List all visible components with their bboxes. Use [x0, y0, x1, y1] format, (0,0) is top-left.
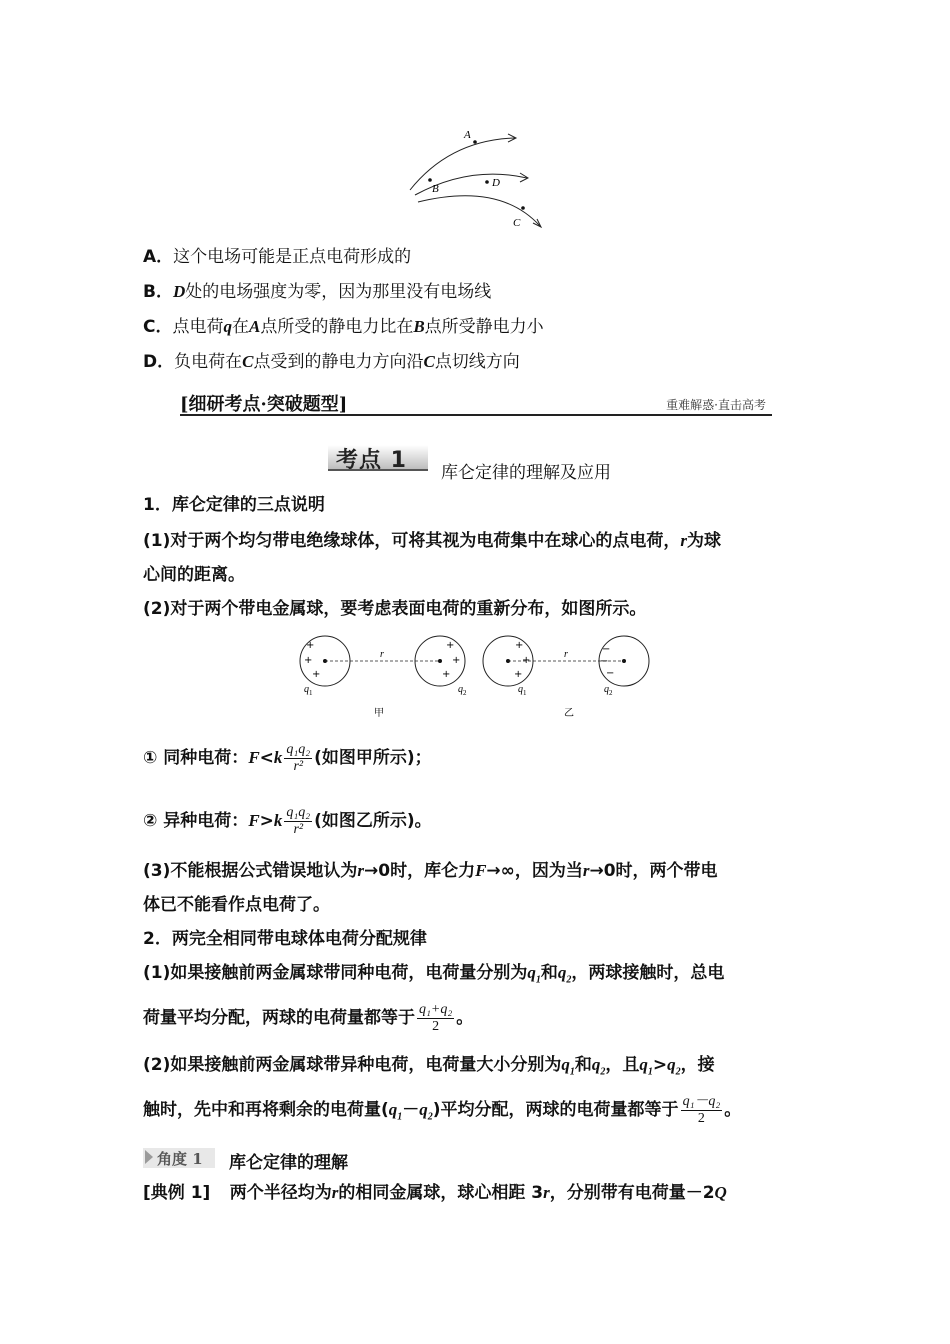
p1-line-3: (2)对于两个带电金属球，要考虑表面电荷的重新分布，如图所示。: [143, 599, 647, 619]
p4-end-2: 。: [724, 1100, 742, 1120]
formula-diff-num: q₁q₂: [286, 804, 311, 820]
caption-yi: 乙: [564, 708, 574, 719]
example-text-a: 两个半径均为: [229, 1183, 332, 1203]
plus-mark-l2: +: [304, 655, 313, 666]
option-b-text: 处的电场强度为零，因为那里没有电场线: [185, 282, 492, 302]
p3-r1: r: [357, 861, 364, 880]
option-b-letter: B．: [143, 282, 173, 302]
p4-line-1: [143, 962, 724, 991]
formula-diff-suffix: (如图乙所示)。: [314, 811, 432, 831]
plus-mark-l6: +: [442, 669, 451, 680]
p4-line-3: [143, 1054, 715, 1083]
p4-line-2: [143, 1000, 473, 1036]
point-c: [521, 206, 525, 210]
option-c-text-3: 点所受的静电力比在: [260, 317, 414, 337]
q1-label-left: $q_1$: [304, 684, 313, 697]
angle-arrow-icon: [145, 1150, 153, 1164]
p4-q1-d: $q_1$: [388, 1100, 403, 1123]
spheres-figure: [290, 630, 660, 725]
formula-same-fraction: [284, 742, 312, 775]
formula-same-den: r²: [293, 758, 304, 774]
option-c-symbol-2: A: [248, 317, 261, 336]
label-a: A: [464, 129, 471, 141]
q2-label-right: $q_2$: [604, 684, 613, 697]
p4-text-4: (2)如果接触前两金属球带异种电荷，电荷量大小分别为: [143, 1055, 562, 1075]
option-d-text-2: 点受到的静电力方向沿: [253, 352, 424, 372]
p4-fraction-diff-den: 2: [697, 1110, 705, 1126]
p3-inf: →∞: [486, 861, 515, 881]
option-a-letter: A．: [143, 247, 174, 267]
minus-mark-r1: −: [602, 644, 611, 655]
formula-same-F: F: [248, 748, 260, 767]
formula-diff-k: k: [273, 811, 283, 830]
plus-mark-l4: +: [446, 640, 455, 651]
p4-q2-d: $q_2$: [419, 1100, 433, 1123]
angle-badge: [143, 1148, 215, 1168]
option-c-text-4: 点所受静电力小: [424, 317, 544, 337]
formula-diff-F: F: [248, 811, 260, 830]
option-d-text-3: 点切线方向: [434, 352, 520, 372]
angle-badge-text: 角度 1: [157, 1150, 203, 1168]
section-band-title: [细研考点·突破题型]: [180, 394, 348, 415]
plus-mark-r3: +: [514, 669, 523, 680]
p3-arrow-2: →0: [589, 861, 616, 881]
example-1: [143, 1182, 727, 1204]
p4-line-4: [143, 1092, 741, 1135]
example-r-2: r: [543, 1183, 550, 1202]
example-text-b: 的相同金属球，球心相距 3: [338, 1183, 544, 1203]
option-c-text-2: 在: [231, 317, 249, 337]
p4-text-5: ，且: [605, 1055, 640, 1075]
p4-text-7: 触时，先中和再将剩余的电荷量(: [143, 1100, 389, 1120]
formula-same-k: k: [273, 748, 283, 767]
p3-text-d: 时，两个带电: [615, 861, 718, 881]
option-d-letter: D．: [143, 352, 175, 372]
p4-text-1: (1)如果接触前两金属球带同种电荷，电荷量分别为: [143, 963, 528, 983]
heading-2: 2．两完全相同带电球体电荷分配规律: [143, 929, 427, 949]
point-d: [485, 180, 489, 184]
field-lines-figure: [400, 120, 560, 235]
angle-title: 库仑定律的理解: [229, 1153, 348, 1173]
p3-line-2: 体已不能看作点电荷了。: [143, 895, 330, 915]
point-a: [473, 140, 477, 144]
plus-mark-r1: +: [515, 640, 524, 651]
p4-fraction-sum-den: 2: [432, 1018, 440, 1034]
p4-q2: $q_2$: [557, 963, 572, 986]
p4-and-1: 和: [540, 963, 558, 983]
p1-symbol-r: r: [680, 531, 687, 550]
p1-text-2: 为球: [687, 531, 721, 551]
field-line-bottom: [418, 196, 540, 226]
p4-q2-c: $q_2$: [667, 1055, 681, 1078]
example-Q: Q: [714, 1183, 727, 1202]
p3-line-1: [143, 860, 718, 882]
p4-fraction-sum: [417, 1002, 454, 1035]
plus-mark-l1: +: [306, 640, 315, 651]
label-c: C: [513, 217, 521, 229]
option-c-symbol-1: q: [223, 317, 232, 336]
q1-label-right: $q_1$: [518, 684, 527, 697]
kaodian-badge: [328, 445, 428, 473]
p3-F: F: [475, 861, 487, 880]
option-c-letter: C．: [143, 317, 173, 337]
p4-text-6: ，接: [680, 1055, 715, 1075]
p4-q2-b: $q_2$: [591, 1055, 606, 1078]
option-b: [143, 281, 491, 303]
label-d: D: [492, 177, 500, 189]
example-text-c: ，分别带有电荷量－2: [549, 1183, 715, 1203]
formula-same-op: <: [259, 748, 274, 768]
formula-diff-charge: [143, 803, 432, 839]
p4-minus: －: [402, 1100, 420, 1120]
p4-fraction-diff: [681, 1094, 723, 1127]
p3-r2: r: [582, 861, 590, 880]
p3-text-a: (3)不能根据公式错误地认为: [143, 861, 358, 881]
section-band: [180, 390, 772, 416]
caption-jia: 甲: [374, 708, 384, 719]
section-band-subtitle: 重难解惑·直击高考: [666, 398, 766, 412]
option-c-symbol-3: B: [413, 317, 425, 336]
p4-text-2: ，两球接触时，总电: [571, 963, 725, 983]
minus-mark-r2: −: [600, 656, 609, 667]
option-b-symbol: D: [172, 282, 186, 301]
option-a-text: 这个电场可能是正点电荷形成的: [173, 247, 412, 267]
formula-diff-prefix: ② 异种电荷：: [143, 811, 249, 831]
p3-text-c: ，因为当: [514, 861, 583, 881]
p1-text-1: (1)对于两个均匀带电绝缘球体，可将其视为电荷集中在球心的点电荷，: [143, 531, 681, 551]
option-d-symbol-2: C: [423, 352, 435, 371]
option-d-symbol-1: C: [242, 352, 254, 371]
formula-same-prefix: ① 同种电荷：: [143, 748, 249, 768]
r-label-left: r: [380, 649, 384, 660]
option-a: [143, 246, 411, 268]
minus-mark-r3: −: [606, 668, 615, 679]
formula-same-num: q₁q₂: [286, 741, 311, 757]
p4-fraction-sum-num: q₁+q₂: [419, 1001, 453, 1017]
p4-text-8: )平均分配，两球的电荷量都等于: [432, 1100, 679, 1120]
formula-same-suffix: (如图甲所示)；: [314, 748, 432, 768]
formula-diff-den: r²: [293, 821, 304, 837]
plus-mark-l5: +: [452, 655, 461, 666]
option-c-text-1: 点电荷: [172, 317, 224, 337]
formula-diff-op: >: [259, 811, 274, 831]
option-d: [143, 351, 520, 373]
p4-q1: $q_1$: [527, 963, 541, 986]
option-d-text-1: 负电荷在: [174, 352, 243, 372]
p3-text-b: 时，库仑力: [390, 861, 476, 881]
p4-q1-b: $q_1$: [561, 1055, 575, 1078]
heading-1: 1．库仑定律的三点说明: [143, 495, 325, 515]
p4-and-2: 和: [574, 1055, 592, 1075]
p4-text-3: 荷量平均分配，两球的电荷量都等于: [143, 1008, 415, 1028]
example-r-1: r: [331, 1183, 339, 1202]
kaodian-badge-text: 考点 1: [336, 448, 407, 473]
kaodian-title: 库仑定律的理解及应用: [441, 463, 611, 483]
plus-mark-l3: +: [312, 669, 321, 680]
p4-fraction-diff-num: q₁－q₂: [682, 1093, 721, 1109]
p1-line-2: 心间的距离。: [143, 565, 245, 585]
example-tag: [典例 1]: [143, 1183, 211, 1203]
formula-same-charge: [143, 740, 432, 776]
option-c: [143, 316, 544, 338]
p1-line-1: [143, 530, 721, 552]
q2-label-left: $q_2$: [458, 684, 467, 697]
point-b: [428, 178, 432, 182]
formula-diff-fraction: [284, 805, 312, 838]
label-b: B: [432, 183, 439, 195]
r-label-right: r: [564, 649, 568, 660]
plus-mark-r2: +: [522, 655, 531, 666]
p3-arrow-1: →0: [364, 861, 391, 881]
p4-gt: >: [652, 1055, 668, 1075]
p4-q1-c: $q_1$: [639, 1055, 653, 1078]
p4-end-1: 。: [456, 1008, 474, 1028]
